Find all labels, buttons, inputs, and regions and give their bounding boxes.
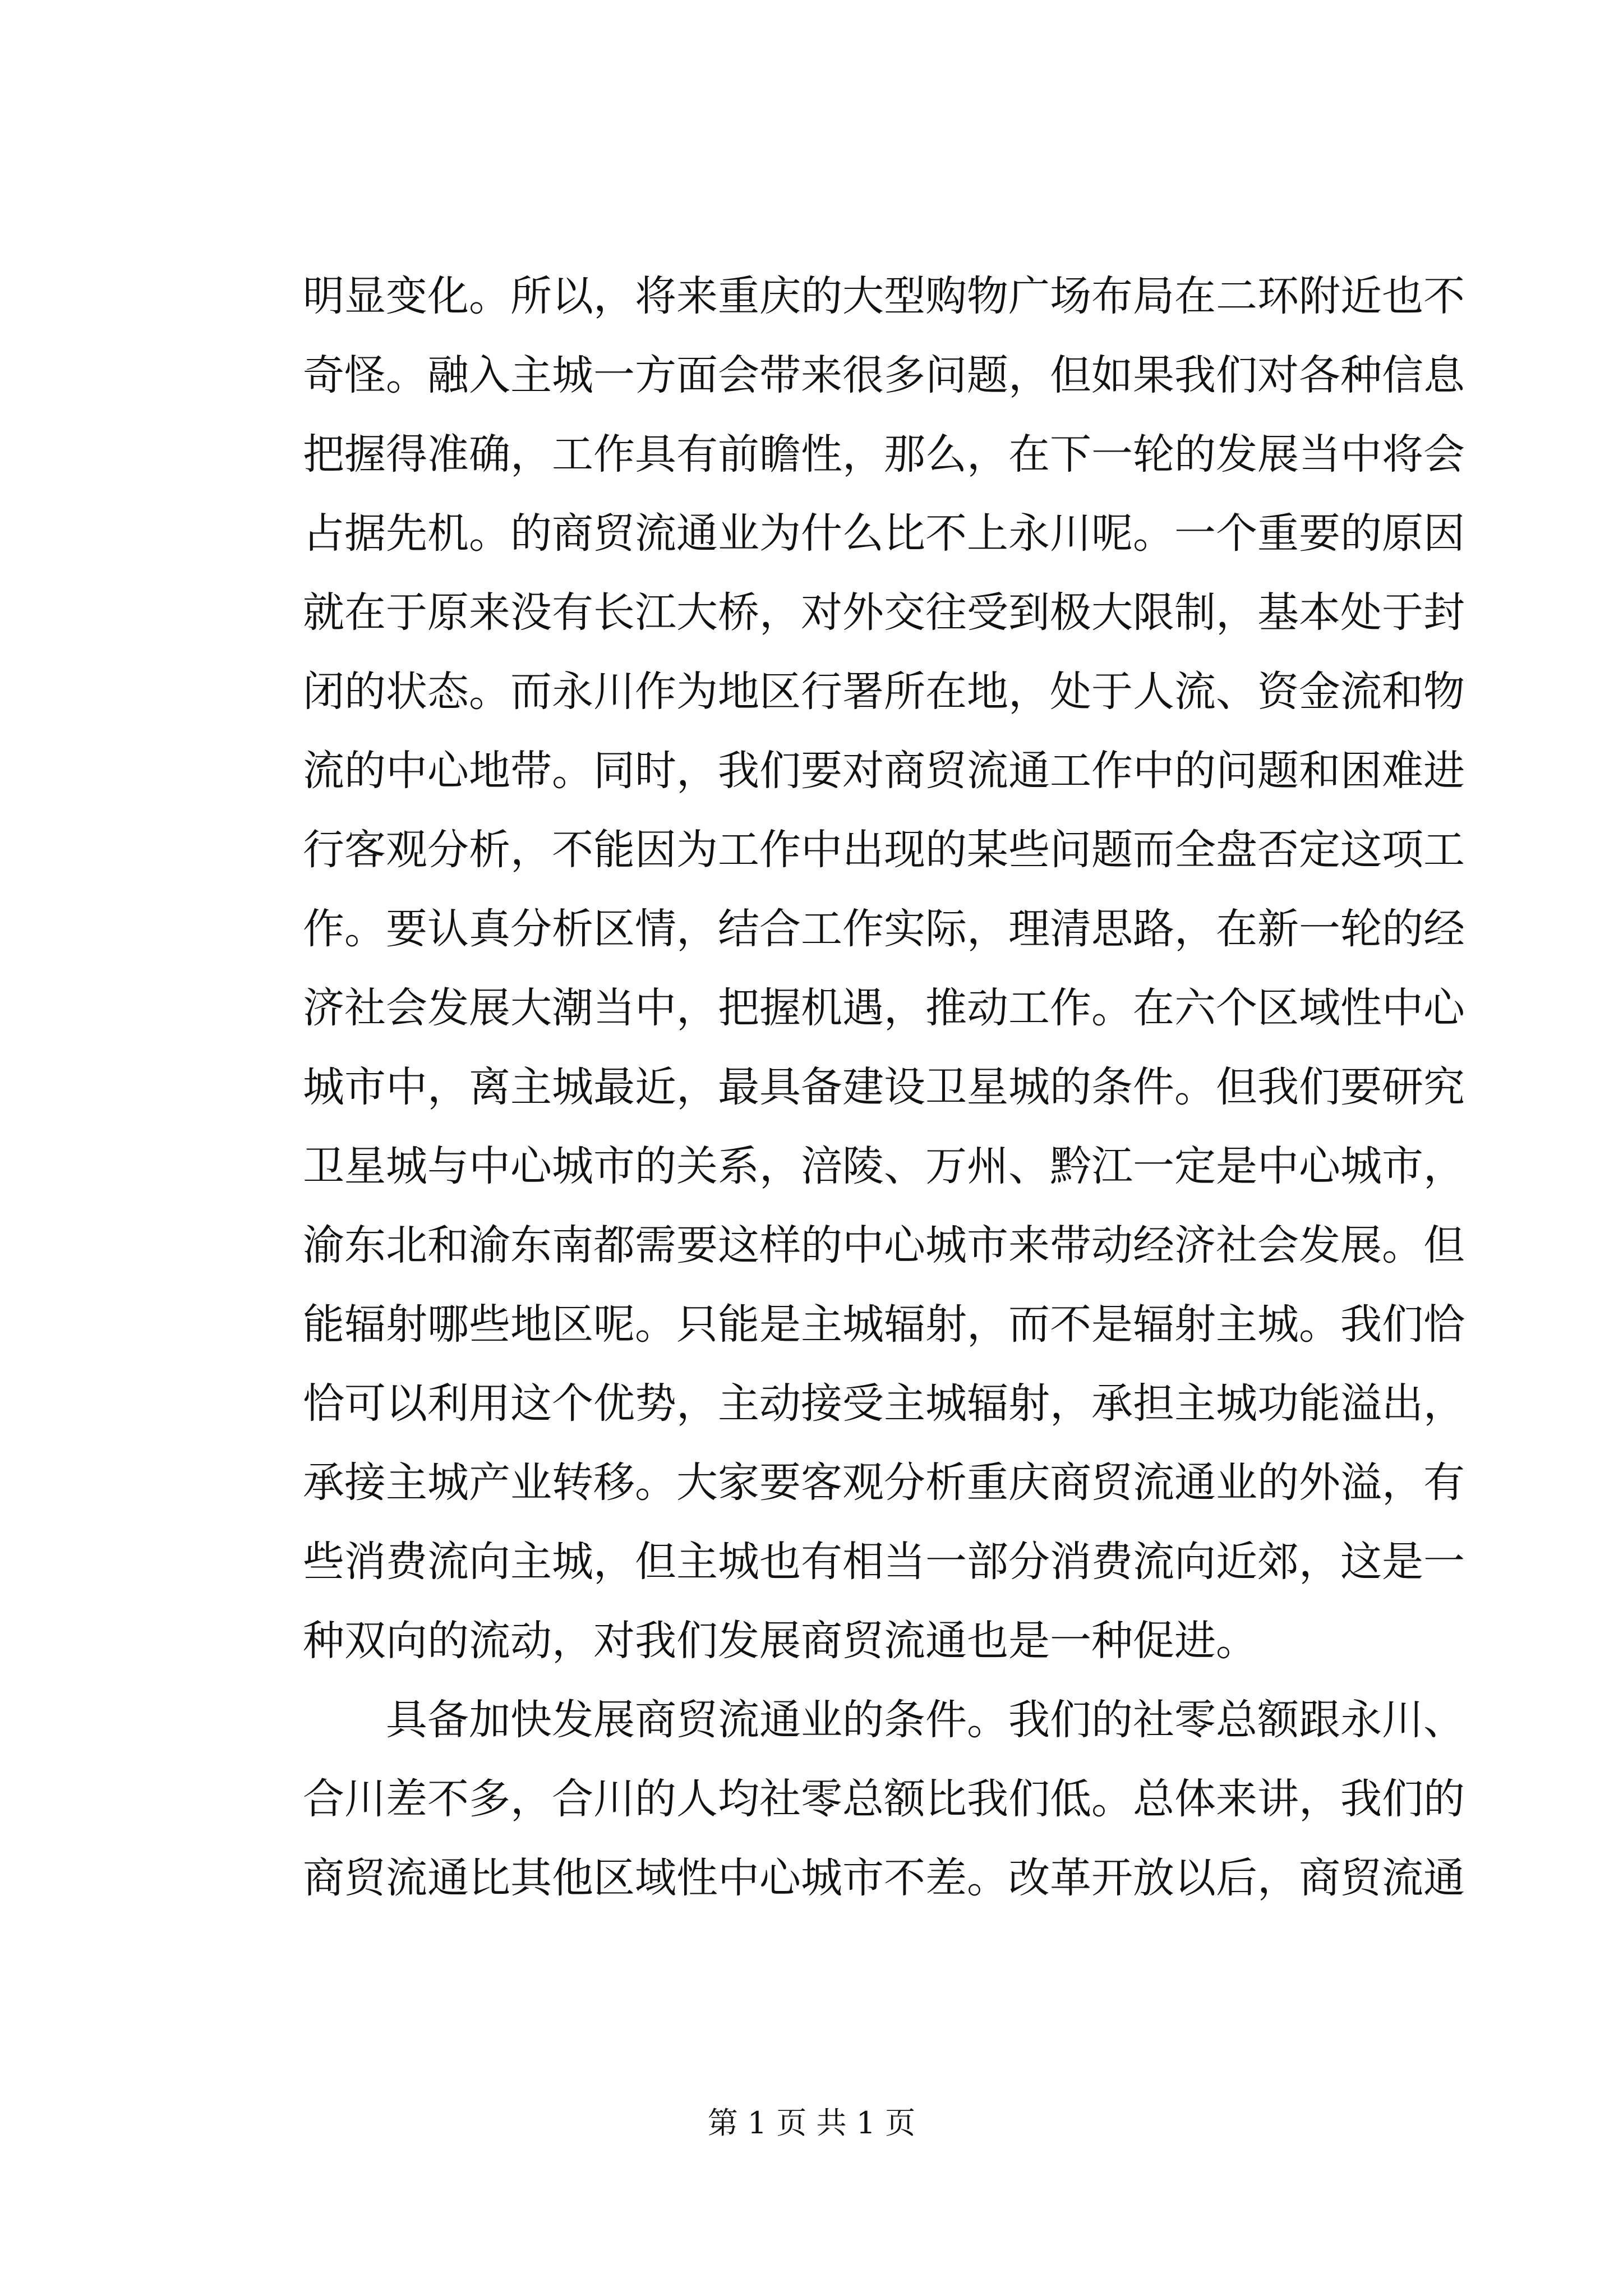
page-number-footer: 第 1 页 共 1 页 — [707, 2105, 916, 2141]
text-line-11: 城市中，离主城最近，最具备建设卫星城的条件。但我们要研究 — [303, 1063, 1465, 1111]
text-line-17: 些消费流向主城，但主城也有相当一部分消费流向近郊，这是一 — [303, 1538, 1465, 1586]
text-line-15: 恰可以利用这个优势，主动接受主城辐射，承担主城功能溢出， — [303, 1379, 1465, 1428]
text-line-8: 行客观分析，不能因为工作中出现的某些问题而全盘否定这项工 — [303, 826, 1465, 874]
text-line-13: 渝东北和渝东南都需要这样的中心城市来带动经济社会发展。但 — [303, 1221, 1465, 1269]
text-line-10: 济社会发展大潮当中，把握机遇，推动工作。在六个区域性中心 — [303, 984, 1465, 1032]
text-line-19: 具备加快发展商贸流通业的条件。我们的社零总额跟永川、 — [303, 1696, 1465, 1744]
text-line-12: 卫星城与中心城市的关系，涪陵、万州、黔江一定是中心城市， — [303, 1142, 1465, 1190]
text-line-2: 奇怪。融入主城一方面会带来很多问题，但如果我们对各种信息 — [303, 351, 1465, 399]
document-body — [303, 257, 1465, 1918]
text-line-9: 作。要认真分析区情，结合工作实际，理清思路，在新一轮的经 — [303, 905, 1465, 953]
text-line-7: 流的中心地带。同时，我们要对商贸流通工作中的问题和困难进 — [303, 747, 1465, 795]
text-line-1: 明显变化。所以，将来重庆的大型购物广场布局在二环附近也不 — [303, 272, 1465, 320]
text-line-4: 占据先机。的商贸流通业为什么比不上永川呢。一个重要的原因 — [303, 509, 1465, 558]
text-line-21: 商贸流通比其他区域性中心城市不差。改革开放以后，商贸流通 — [303, 1854, 1465, 1902]
text-line-6: 闭的状态。而永川作为地区行署所在地，处于人流、资金流和物 — [303, 668, 1465, 716]
text-line-3: 把握得准确，工作具有前瞻性，那么，在下一轮的发展当中将会 — [303, 430, 1465, 478]
text-line-16: 承接主城产业转移。大家要客观分析重庆商贸流通业的外溢，有 — [303, 1458, 1465, 1507]
text-line-20: 合川差不多，合川的人均社零总额比我们低。总体来讲，我们的 — [303, 1775, 1465, 1823]
text-line-14: 能辐射哪些地区呢。只能是主城辐射，而不是辐射主城。我们恰 — [303, 1300, 1465, 1349]
text-line-5: 就在于原来没有长江大桥，对外交往受到极大限制，基本处于封 — [303, 588, 1465, 637]
text-line-18: 种双向的流动，对我们发展商贸流通也是一种促进。 — [303, 1617, 1257, 1665]
